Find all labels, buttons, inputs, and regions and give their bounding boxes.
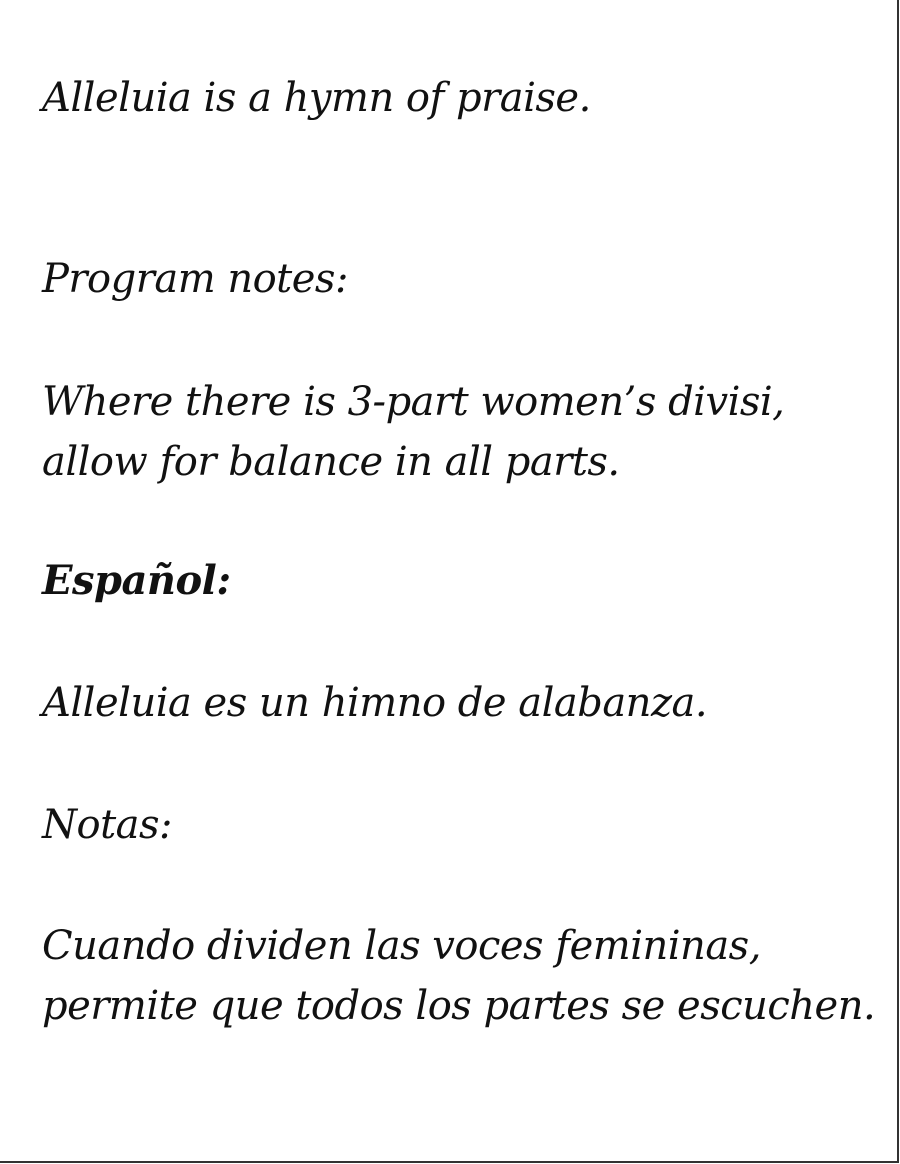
program-notes-heading: Program notes: (42, 256, 348, 302)
english-description: Alleluia is a hymn of praise. (42, 75, 591, 121)
spanish-notes-heading: Notas: (42, 802, 173, 848)
program-notes-line-1: Where there is 3-part women’s divisi, (42, 379, 785, 425)
spanish-description: Alleluia es un himno de alabanza. (42, 680, 708, 726)
program-notes-line-2: allow for balance in all parts. (42, 439, 620, 485)
spanish-notes-line-2: permite que todos los partes se escuchen. (42, 983, 876, 1029)
spanish-heading: Español: (42, 557, 231, 604)
spanish-notes-line-1: Cuando dividen las voces femininas, (42, 923, 761, 969)
